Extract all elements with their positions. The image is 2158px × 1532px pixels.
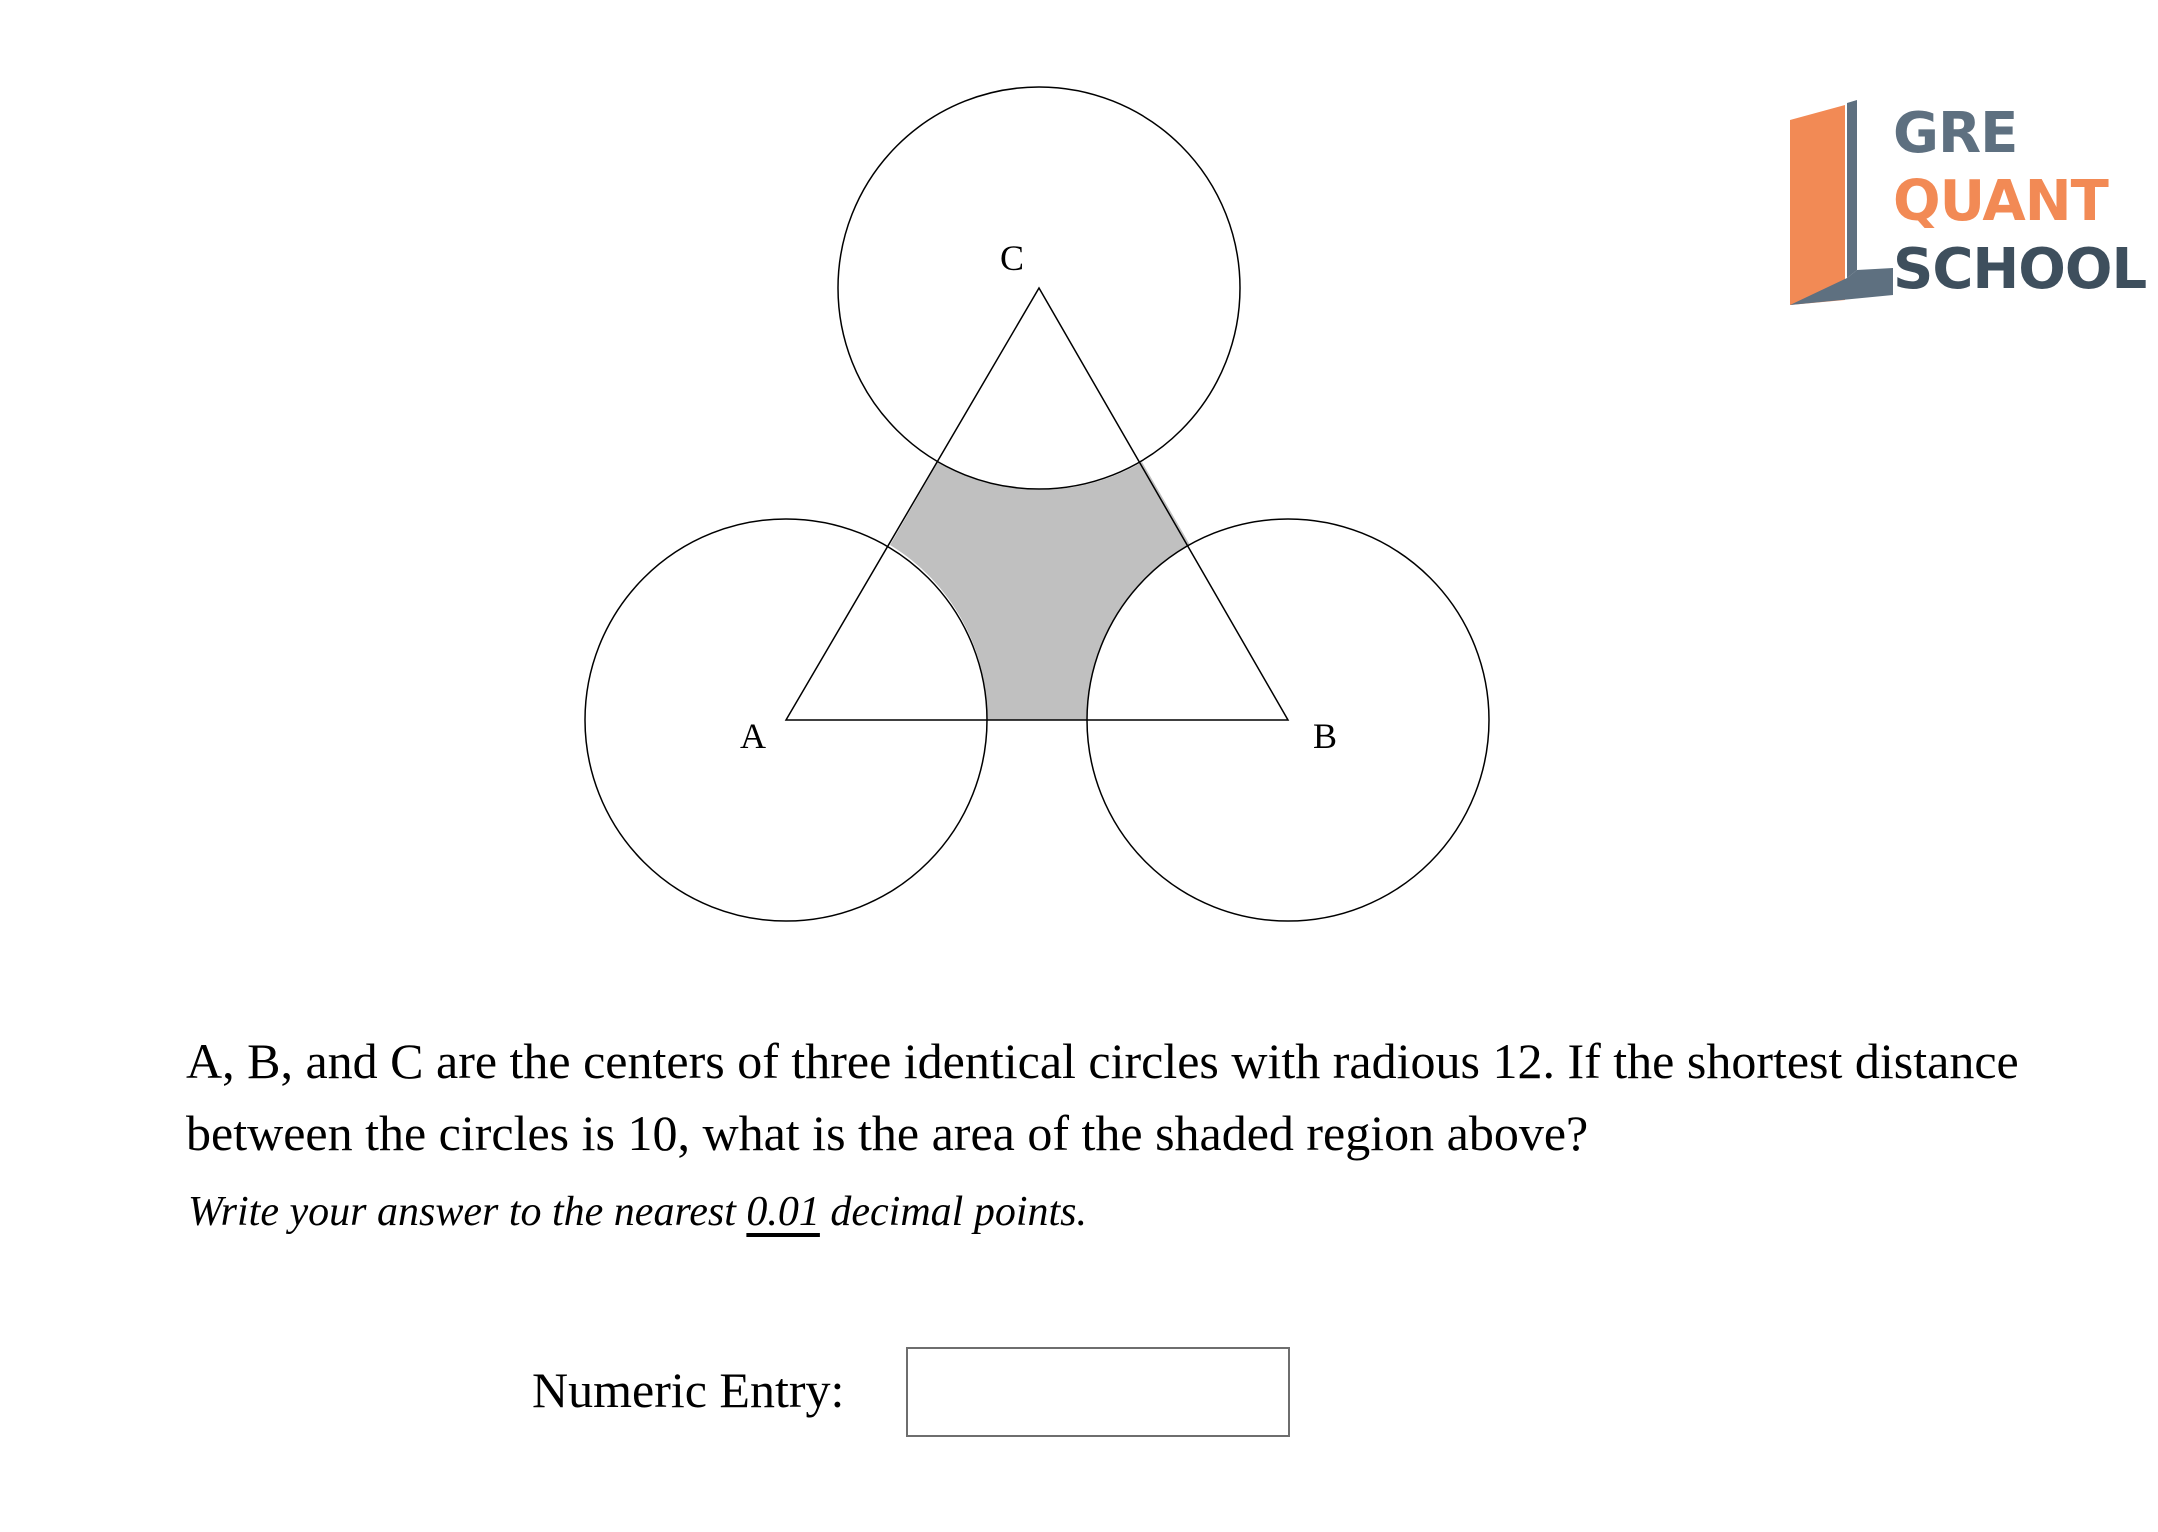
book-icon [1785, 100, 1895, 310]
instruction-prefix: Write your answer to the nearest [188, 1189, 747, 1235]
question-text: A, B, and C are the centers of three identical circles with radious 12. If the shortest distance between the circles is 10, what is the area of the shaded region above? [186, 1033, 2019, 1161]
answer-instruction [188, 1188, 1087, 1236]
instruction-precision: 0.01 [746, 1189, 820, 1235]
instruction-suffix: decimal points. [819, 1189, 1088, 1235]
numeric-entry-input[interactable] [906, 1347, 1290, 1437]
label-c: C [1000, 238, 1025, 278]
logo-line-school: SCHOOL [1893, 237, 2147, 302]
label-b: B [1313, 716, 1338, 756]
logo-line-quant: QUANT [1893, 169, 2108, 234]
logo-line-gre: GRE [1893, 101, 2018, 166]
shaded-region [890, 462, 1190, 720]
numeric-entry-label: Numeric Entry: [532, 1362, 845, 1418]
label-a: A [740, 716, 766, 756]
